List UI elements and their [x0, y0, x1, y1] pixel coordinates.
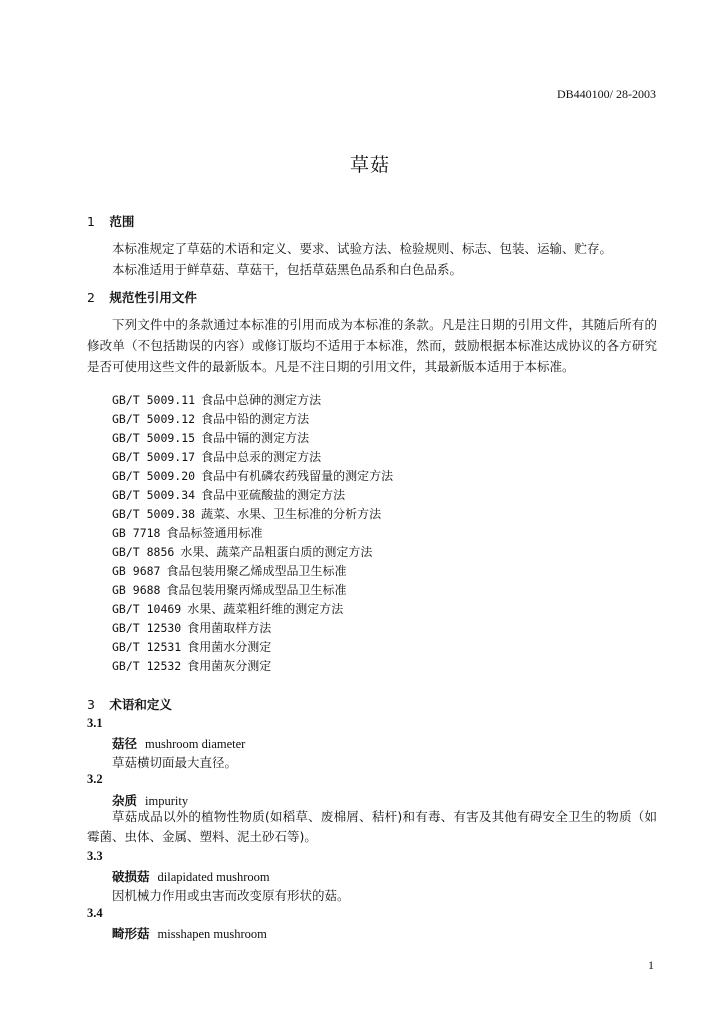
term-name-cn: 破损菇	[112, 869, 150, 884]
reference-code: GB/T 5009.34	[112, 488, 196, 502]
term-definition: 草菇横切面最大直径。	[112, 755, 238, 770]
reference-item	[112, 410, 393, 429]
reference-item	[112, 486, 393, 505]
reference-title: 食用菌水分测定	[187, 640, 272, 654]
term-number: 3.2	[87, 772, 103, 786]
reference-title: 食品中铅的测定方法	[201, 412, 310, 426]
reference-title: 食品中亚硫酸盐的测定方法	[201, 488, 346, 502]
reference-title: 食用菌灰分测定	[187, 659, 272, 673]
term-name	[112, 734, 245, 752]
reference-code: GB/T 5009.15	[112, 431, 196, 445]
reference-title: 食品中总汞的测定方法	[201, 450, 322, 464]
section-2-heading	[87, 288, 197, 306]
reference-title: 食品包装用聚丙烯成型品卫生标准	[166, 583, 347, 597]
section-1-heading	[87, 212, 134, 230]
term-number: 3.3	[87, 849, 103, 863]
term-definition: 因机械力作用或虫害而改变原有形状的菇。	[112, 888, 350, 903]
term-name-cn: 杂质	[112, 793, 138, 808]
reference-title: 食品中总砷的测定方法	[201, 393, 322, 407]
page-number: 1	[648, 958, 654, 972]
term-name	[112, 924, 267, 942]
reference-item	[112, 429, 393, 448]
reference-code: GB/T 12532	[112, 659, 182, 673]
term-name-en: dilapidated mushroom	[157, 870, 270, 884]
reference-title: 食品中镉的测定方法	[201, 431, 310, 445]
reference-item	[112, 391, 393, 410]
reference-item	[112, 505, 393, 524]
reference-code: GB/T 12530	[112, 621, 182, 635]
reference-code: GB 7718	[112, 526, 161, 540]
reference-code: GB/T 5009.12	[112, 412, 196, 426]
reference-item	[112, 657, 393, 676]
section-number: 1	[87, 214, 95, 229]
reference-list	[112, 391, 393, 676]
term-name	[112, 867, 270, 885]
reference-code: GB/T 5009.20	[112, 469, 196, 483]
reference-item	[112, 543, 393, 562]
reference-title: 食品中有机磷农药残留量的测定方法	[201, 469, 394, 483]
section-number: 2	[87, 290, 95, 305]
reference-code: GB/T 10469	[112, 602, 182, 616]
reference-item	[112, 467, 393, 486]
reference-item	[112, 638, 393, 657]
term-number: 3.4	[87, 906, 103, 920]
reference-title: 食品标签通用标准	[166, 526, 263, 540]
reference-item	[112, 581, 393, 600]
reference-code: GB/T 12531	[112, 640, 182, 654]
reference-title: 食用菌取样方法	[187, 621, 272, 635]
reference-item	[112, 524, 393, 543]
reference-title: 蔬菜、水果、卫生标准的分析方法	[201, 507, 382, 521]
section-number: 3	[87, 697, 95, 712]
term-name-en: mushroom diameter	[145, 737, 246, 751]
section-title: 规范性引用文件	[109, 290, 197, 305]
scope-line-1: 本标准规定了草菇的术语和定义、要求、试验方法、检验规则、标志、包装、运输、贮存。	[112, 241, 613, 256]
term-name-cn: 畸形菇	[112, 926, 150, 941]
reference-item	[112, 562, 393, 581]
document-title: 草菇	[349, 154, 390, 176]
term-name-en: impurity	[145, 794, 189, 808]
term-name-cn: 菇径	[112, 736, 138, 751]
reference-code: GB 9687	[112, 564, 161, 578]
term-name-en: misshapen mushroom	[157, 927, 267, 941]
section-3-heading	[87, 695, 172, 713]
references-intro-paragraph: 下列文件中的条款通过本标准的引用而成为本标准的条款。凡是注日期的引用文件，其随后所有的修改单（不包括勘误的内容）或修订版均不适用于本标准，然而，鼓励根据本标准达成协议的各方研究是否可使用这些文件的最新版本。凡是不注日期的引用文件，其最新版本适用于本标准。	[87, 317, 657, 374]
reference-title: 水果、蔬菜产品粗蛋白质的测定方法	[180, 545, 373, 559]
term-number: 3.1	[87, 716, 103, 730]
reference-code: GB 9688	[112, 583, 161, 597]
reference-item	[112, 600, 393, 619]
reference-code: GB/T 5009.11	[112, 393, 196, 407]
reference-item	[112, 448, 393, 467]
reference-code: GB/T 5009.38	[112, 507, 196, 521]
section-title: 术语和定义	[109, 697, 172, 712]
reference-title: 水果、蔬菜粗纤维的测定方法	[187, 602, 344, 616]
reference-code: GB/T 5009.17	[112, 450, 196, 464]
reference-code: GB/T 8856	[112, 545, 175, 559]
term-definition: 草菇成品以外的植物性物质(如稻草、废棉屑、秸杆)和有毒、有害及其他有碍安全卫生的物质（如霉菌、虫体、金属、塑料、泥土砂石等)。	[87, 809, 657, 844]
reference-item	[112, 619, 393, 638]
scope-line-2: 本标准适用于鲜草菇、草菇干，包括草菇黑色品系和白色品系。	[112, 262, 463, 277]
reference-title: 食品包装用聚乙烯成型品卫生标准	[166, 564, 347, 578]
standard-code: DB440100/ 28-2003	[557, 87, 656, 101]
section-title: 范围	[109, 214, 135, 229]
